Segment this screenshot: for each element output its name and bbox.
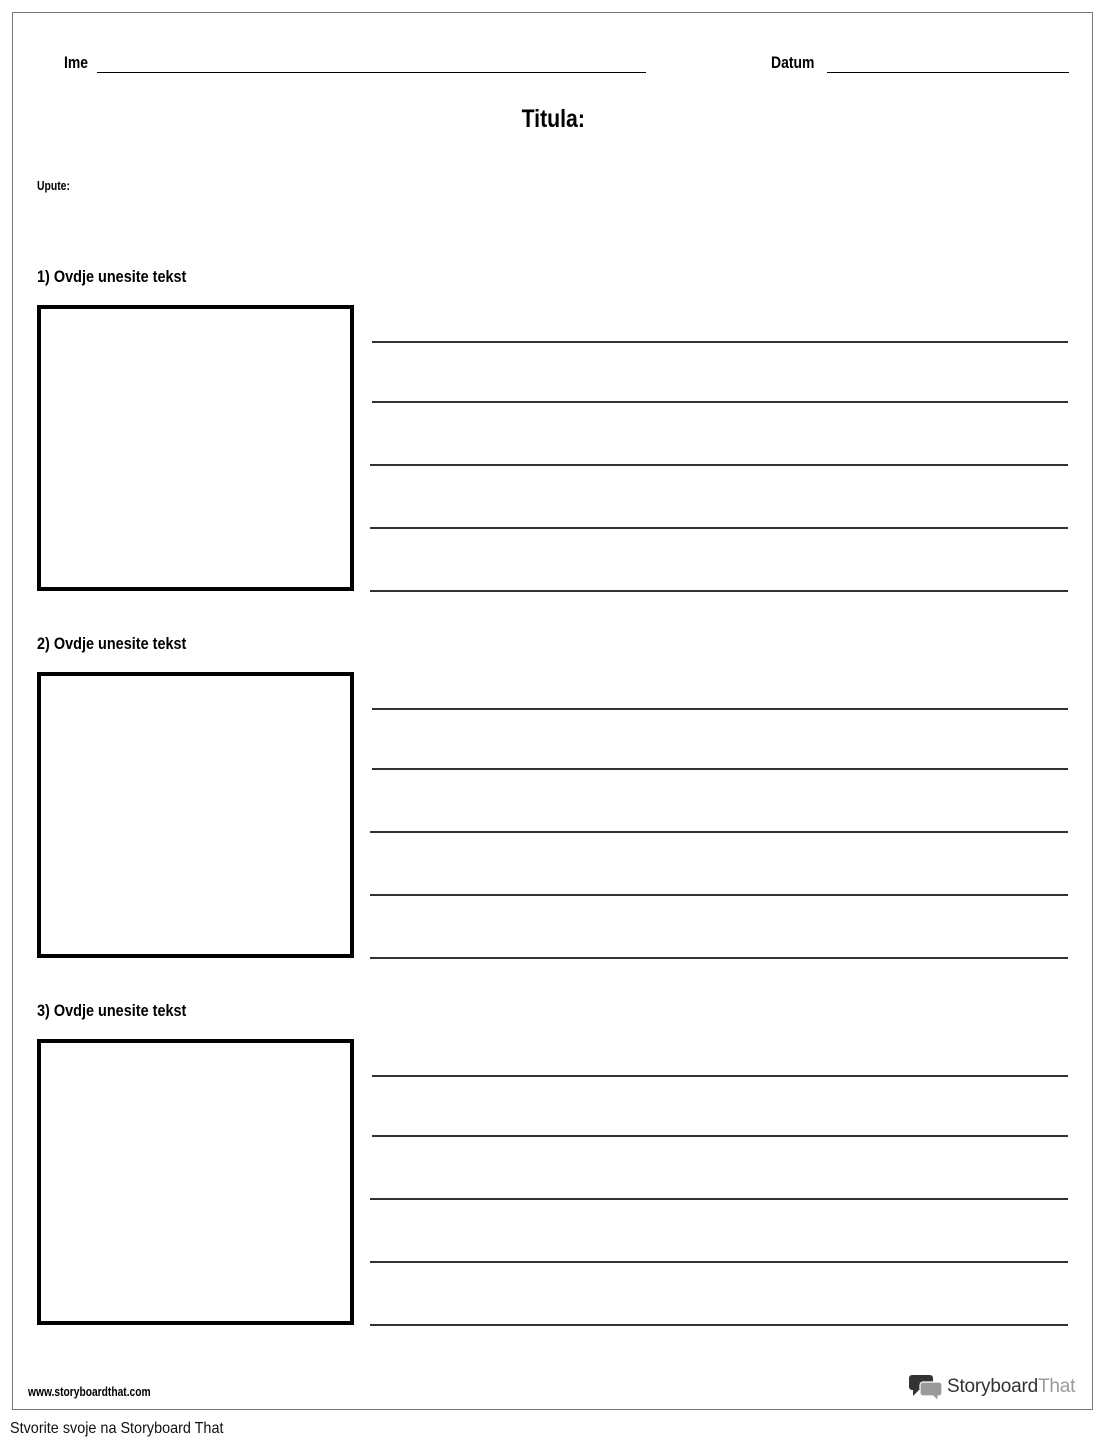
section-2-write-line[interactable]: [372, 768, 1068, 770]
title-text: Titula:: [521, 105, 586, 133]
section-3-image-box[interactable]: [37, 1039, 354, 1325]
section-3-write-line[interactable]: [370, 1324, 1068, 1326]
section-2-write-line[interactable]: [370, 957, 1068, 959]
instructions-label: Upute:: [37, 178, 70, 193]
section-1-write-line[interactable]: [370, 464, 1068, 466]
name-label: Ime: [64, 53, 89, 72]
name-field-line[interactable]: [97, 72, 646, 73]
section-3-label: 3) Ovdje unesite tekst: [37, 1001, 187, 1020]
section-1-write-line[interactable]: [372, 341, 1068, 343]
section-2-write-line[interactable]: [370, 894, 1068, 896]
section-2-write-line[interactable]: [370, 831, 1068, 833]
storyboardthat-logo: [909, 1373, 1075, 1401]
logo-wordmark-part2: That: [1037, 1376, 1076, 1397]
logo-wordmark: [947, 1376, 1075, 1398]
section-2-write-line[interactable]: [372, 708, 1068, 710]
date-field-line[interactable]: [827, 72, 1069, 73]
page-title: [13, 105, 1094, 134]
section-1-write-line[interactable]: [370, 590, 1068, 592]
section-3-write-line[interactable]: [370, 1198, 1068, 1200]
speech-bubbles-icon: [909, 1373, 943, 1401]
section-1-write-line[interactable]: [370, 527, 1068, 529]
worksheet: [12, 12, 1093, 1410]
section-1-write-line[interactable]: [372, 401, 1068, 403]
section-3-write-line[interactable]: [370, 1261, 1068, 1263]
logo-wordmark-part1: Storyboard: [947, 1376, 1038, 1397]
section-3-write-line[interactable]: [372, 1075, 1068, 1077]
section-3-write-line[interactable]: [372, 1135, 1068, 1137]
section-2-image-box[interactable]: [37, 672, 354, 958]
page-caption: Stvorite svoje na Storyboard That: [10, 1420, 224, 1437]
date-label: Datum: [771, 53, 815, 72]
section-1-label: 1) Ovdje unesite tekst: [37, 267, 187, 286]
section-1-image-box[interactable]: [37, 305, 354, 591]
section-2-label: 2) Ovdje unesite tekst: [37, 634, 187, 653]
footer-url: www.storyboardthat.com: [28, 1385, 151, 1399]
